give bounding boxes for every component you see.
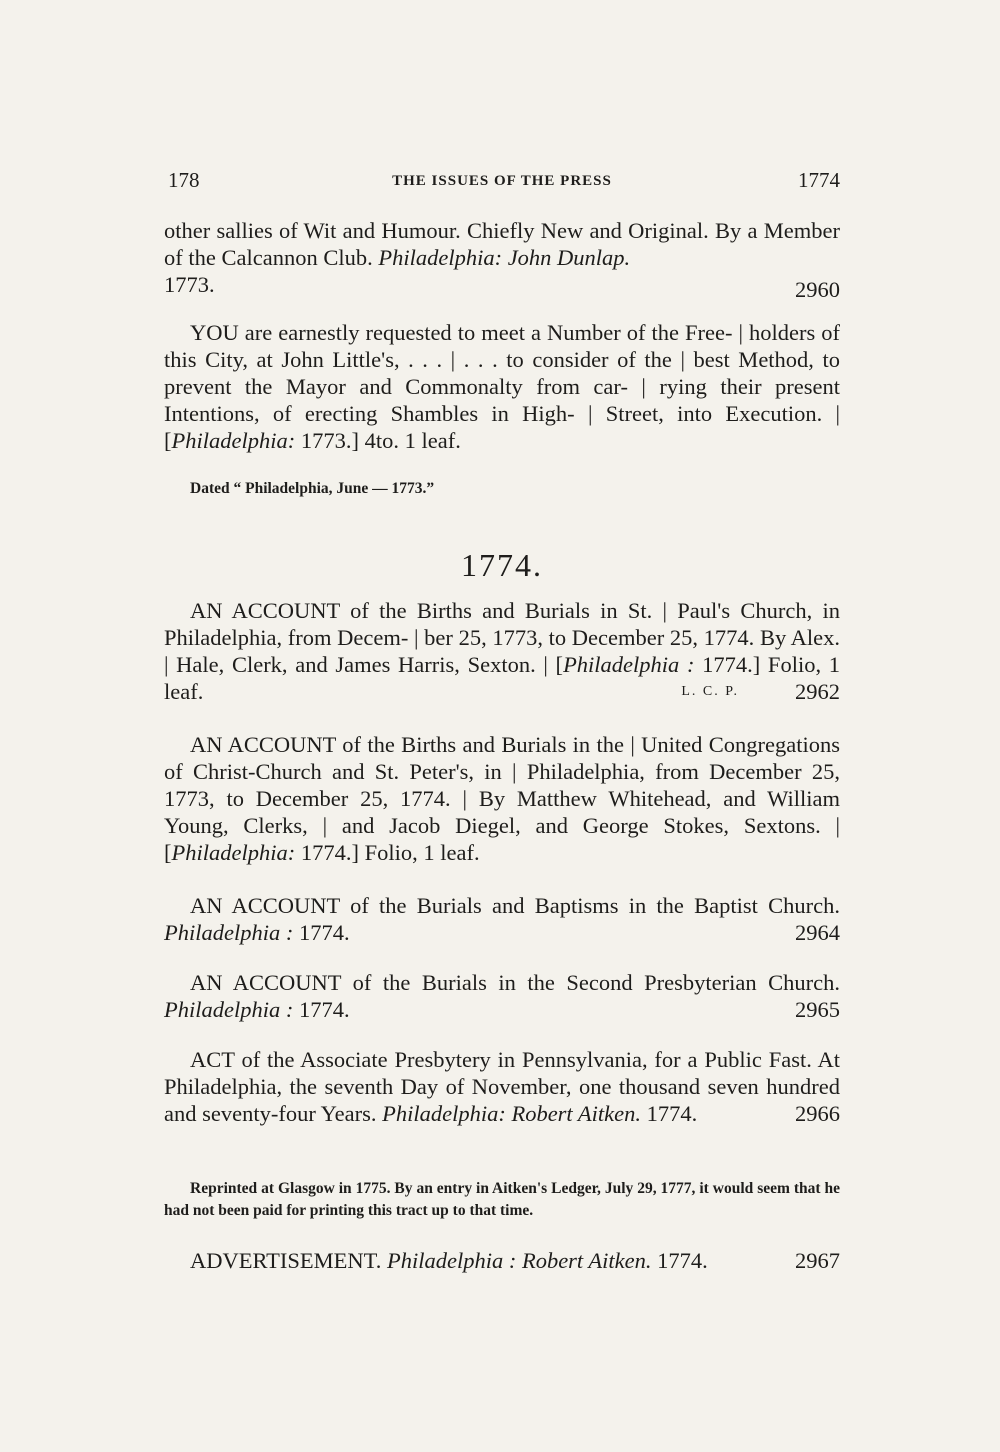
running-header (164, 168, 840, 198)
entry-note: Reprinted at Glasgow in 1775. By an entry in Aitken's Ledger, July 29, 1777, it would seem that he had not been paid for printing this tract up to that time. (164, 1180, 840, 1219)
entry-text: AN ACCOUNT of the Burials and Baptisms in the Baptist Church. (190, 893, 840, 918)
entry-2961 (164, 319, 840, 454)
entry-tail: 1774.] Folio, 1 leaf. (295, 840, 480, 865)
entry-year: 1773. (164, 272, 215, 297)
entry-number: 2966 (795, 1101, 840, 1126)
entry-tail: 1774.] Folio, 1 leaf. (164, 652, 840, 704)
entry-number: 2962 (795, 679, 840, 704)
entry-text: AN ACCOUNT of the Births and Burials in St. | Paul's Church, in Philadelphia, from Decem- | ber 25, 1773, to December 25, 1774. By Alex. | Hale, Clerk, and James Harris, Sexton. | [ (164, 598, 840, 677)
entry-imprint: Philadelphia : (164, 920, 294, 945)
entry-imprint: Philadelphia: (171, 840, 296, 865)
entry-imprint: Philadelphia : (164, 997, 294, 1022)
entry-2960 (164, 217, 840, 302)
page-number: 178 (168, 168, 200, 192)
entry-imprint: Philadelphia: Robert Aitken. (382, 1101, 641, 1126)
entry-number: 2964 (795, 920, 840, 945)
entry-tail: 1774. (293, 997, 350, 1022)
book-page (164, 0, 840, 1452)
entry-tail: 1774. (651, 1248, 708, 1273)
entry-note: Dated “ Philadelphia, June — 1773.” (190, 480, 435, 497)
entry-text: other sallies of Wit and Humour. Chiefly New and Original. By a Member of the Calcannon Club. (164, 218, 840, 270)
entry-2964 (164, 892, 840, 946)
header-year: 1774 (798, 168, 840, 192)
entry-2965 (164, 969, 840, 1023)
entry-text: AN ACCOUNT of the Births and Burials in the | United Congregations of Christ-Church and St. Peter's, in | Philadelphia, from December 25, 1773, to December 25, 1774. | By Matthew Whitehead, and William Young, Clerks, | and Jacob Diegel, and George Stokes, Sextons. | [ (164, 732, 840, 865)
entry-tail: 1773.] 4to. 1 leaf. (295, 428, 461, 453)
entry-tail: 1774. (641, 1101, 698, 1126)
entry-number: 2960 (795, 277, 840, 302)
entry-text: AN ACCOUNT of the Burials in the Second Presbyterian Church. (190, 970, 840, 995)
location-code: L. C. P. (681, 684, 739, 699)
entry-number: 2967 (795, 1248, 840, 1273)
entry-text: ADVERTISEMENT. (190, 1248, 387, 1273)
entry-2962 (164, 597, 840, 705)
entry-imprint: Philadelphia : (563, 652, 695, 677)
entry-text: ACT of the Associate Presbytery in Pennsylvania, for a Public Fast. At Philadelphia, the seventh Day of November, one thousand seven hundred and seventy-four Years. (164, 1047, 840, 1126)
entry-imprint: Philadelphia: John Dunlap. (378, 245, 631, 270)
entry-text: YOU are earnestly requested to meet a Number of the Free- | holders of this City, at John Little's, . . . | . . . to consider of the | best Method, to prevent the Mayor and Commonalty from car- | rying their present Intentions, of erecting Shambles in High- | Street, into Execution. | [ (164, 320, 840, 453)
entry-tail: 1774. (293, 920, 350, 945)
entry-2967 (164, 1247, 840, 1274)
entry-imprint: Philadelphia: (171, 428, 296, 453)
entry-number: 2965 (795, 997, 840, 1022)
year-heading: 1774. (461, 547, 543, 583)
entry-imprint: Philadelphia : Robert Aitken. (386, 1248, 652, 1273)
entry-2966 (164, 1046, 840, 1127)
entry-2963 (164, 731, 840, 866)
running-title: THE ISSUES OF THE PRESS (392, 173, 612, 189)
